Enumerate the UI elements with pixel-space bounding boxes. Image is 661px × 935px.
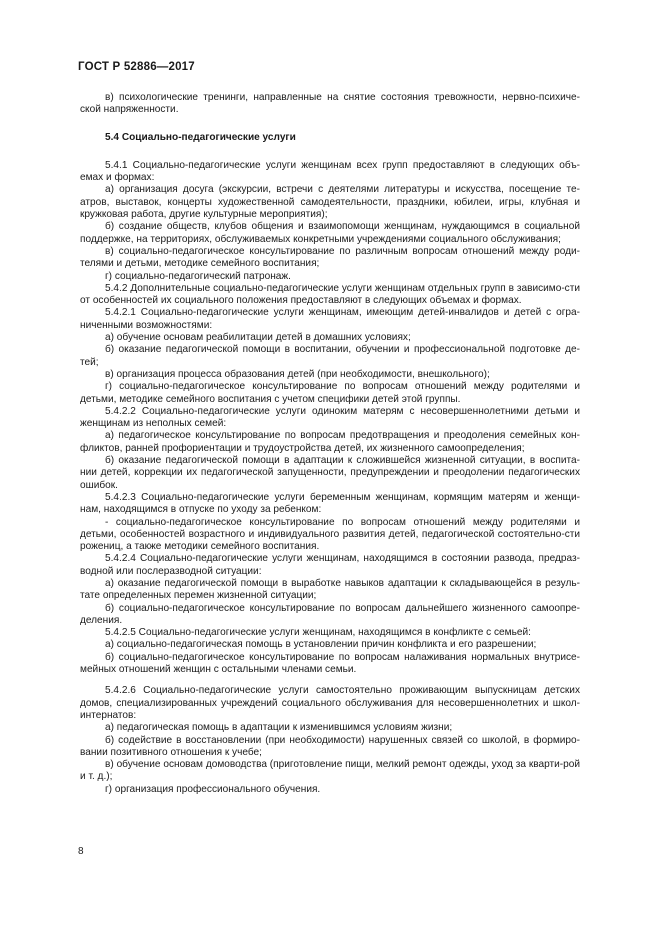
paragraph: - социально-педагогическое консультирование по вопросам отношений между родителями и детьми, особенностей возрастного и индивидуального развития детей, педагогической состоятельно-сти рожениц, а также методики семейного воспитания. — [80, 516, 580, 553]
page-number: 8 — [78, 846, 84, 857]
paragraph: 5.4.2.5 Социально-педагогические услуги женщинам, находящимся в конфликте с семьей: — [105, 627, 531, 639]
paragraph: 5.4.2.1 Социально-педагогические услуги женщинам, имеющим детей-инвалидов и детей с огра-ниченными возможностями: — [80, 307, 580, 331]
paragraph: а) педагогическая помощь в адаптации к изменившимся условиям жизни; — [105, 722, 453, 734]
paragraph: б) оказание педагогической помощи в адаптации к сложившейся жизненной ситуации, в воспита-нии детей, коррекции их педагогической запущенности, предупреждении и преодолении педагогических ошибок. — [80, 455, 580, 491]
paragraph: 5.4.2.6 Социально-педагогические услуги самостоятельно проживающим выпускницам детских домов, специализированных учреждений социального обслуживания для несовершеннолетних и школ-интернатов: — [80, 685, 580, 721]
document-body — [80, 92, 580, 796]
paragraph: 5.4.2.2 Социально-педагогические услуги одиноким матерям с несовершеннолетними детьми и женщинам из неполных семей: — [80, 405, 580, 430]
paragraph: б) социально-педагогическое консультирование по вопросам налаживания нормальных внутрисе-мейных отношений женщин с остальными членами семьи. — [80, 651, 580, 676]
paragraph: 5.4.1 Социально-педагогические услуги женщинам всех групп предоставляют в следующих объ-емах и формах: — [80, 159, 580, 184]
paragraph: в) организация процесса образования детей (при необходимости, внешкольного); — [105, 368, 490, 380]
paragraph: 5.4.2.3 Социально-педагогические услуги беременным женщинам, кормящим матерям и женщи-нам, находящимся в отпуске по уходу за ребенком: — [80, 491, 580, 516]
paragraph: а) педагогическое консультирование по вопросам предотвращения и преодоления семейных кон-фликтов, ранней профориентации и трудоустройства детей, их жизненного самоопределения; — [80, 430, 580, 454]
section-heading: 5.4 Социально-педагогические услуги — [105, 131, 296, 143]
paragraph: г) социально-педагогическое консультирование по вопросам отношений между родителями и детьми, методике семейного воспитания с учетом специфики детей этой группы. — [80, 381, 580, 405]
paragraph: б) социально-педагогическое консультирование по вопросам дальнейшего жизненного самоопре-деления. — [80, 602, 580, 626]
paragraph: а) организация досуга (экскурсии, встречи с деятелями литературы и искусства, посещение те-атров, выставок, концерты художественной самодеятельности, праздники, юбилеи, игры, клубная и кружковая работа, другие культурные мероприятия); — [80, 184, 580, 221]
paragraph: 5.4.2 Дополнительные социально-педагогические услуги женщинам отдельных групп в зависимо-сти от особенностей их социального положения предоставляют в следующих объемах и формах. — [80, 282, 580, 307]
paragraph: 5.4.2.4 Социально-педагогические услуги женщинам, находящимся в состоянии развода, предраз-водной или послеразводной ситуации: — [80, 553, 580, 577]
paragraph: в) психологические тренинги, направленные на снятие состояния тревожности, нервно-психиче-ской напряженности. — [80, 92, 580, 116]
document-header: ГОСТ Р 52886—2017 — [78, 61, 195, 73]
paragraph: а) социально-педагогическая помощь в установлении причин конфликта и его разрешении; — [105, 639, 537, 651]
paragraph: б) оказание педагогической помощи в воспитании, обучении и профессиональной подготовке де-тей; — [80, 344, 580, 368]
paragraph: г) организация профессионального обучения. — [105, 783, 321, 795]
paragraph: г) социально-педагогический патронаж. — [105, 270, 291, 282]
paragraph: а) обучение основам реабилитации детей в домашних условиях; — [105, 332, 411, 344]
paragraph: б) создание обществ, клубов общения и взаимопомощи женщинам, нуждающимся в социальной поддержке, на территориях, обслуживаемых конкретными учреждениями социального обслуживания; — [80, 221, 580, 245]
paragraph: а) оказание педагогической помощи в выработке навыков адаптации к складывающейся в резуль-тате определенных перемен жизненной ситуации; — [80, 577, 580, 602]
paragraph: б) содействие в восстановлении (при необходимости) нарушенных связей со школой, в формиро-вании позитивного отношения к учебе; — [80, 734, 580, 758]
paragraph: в) социально-педагогическое консультирование по различным вопросам отношений между роди-телями и детьми, методике семейного воспитания; — [80, 245, 580, 270]
paragraph: в) обучение основам домоводства (приготовление пищи, мелкий ремонт одежды, уход за кварти-рой и т. д.); — [80, 759, 580, 783]
